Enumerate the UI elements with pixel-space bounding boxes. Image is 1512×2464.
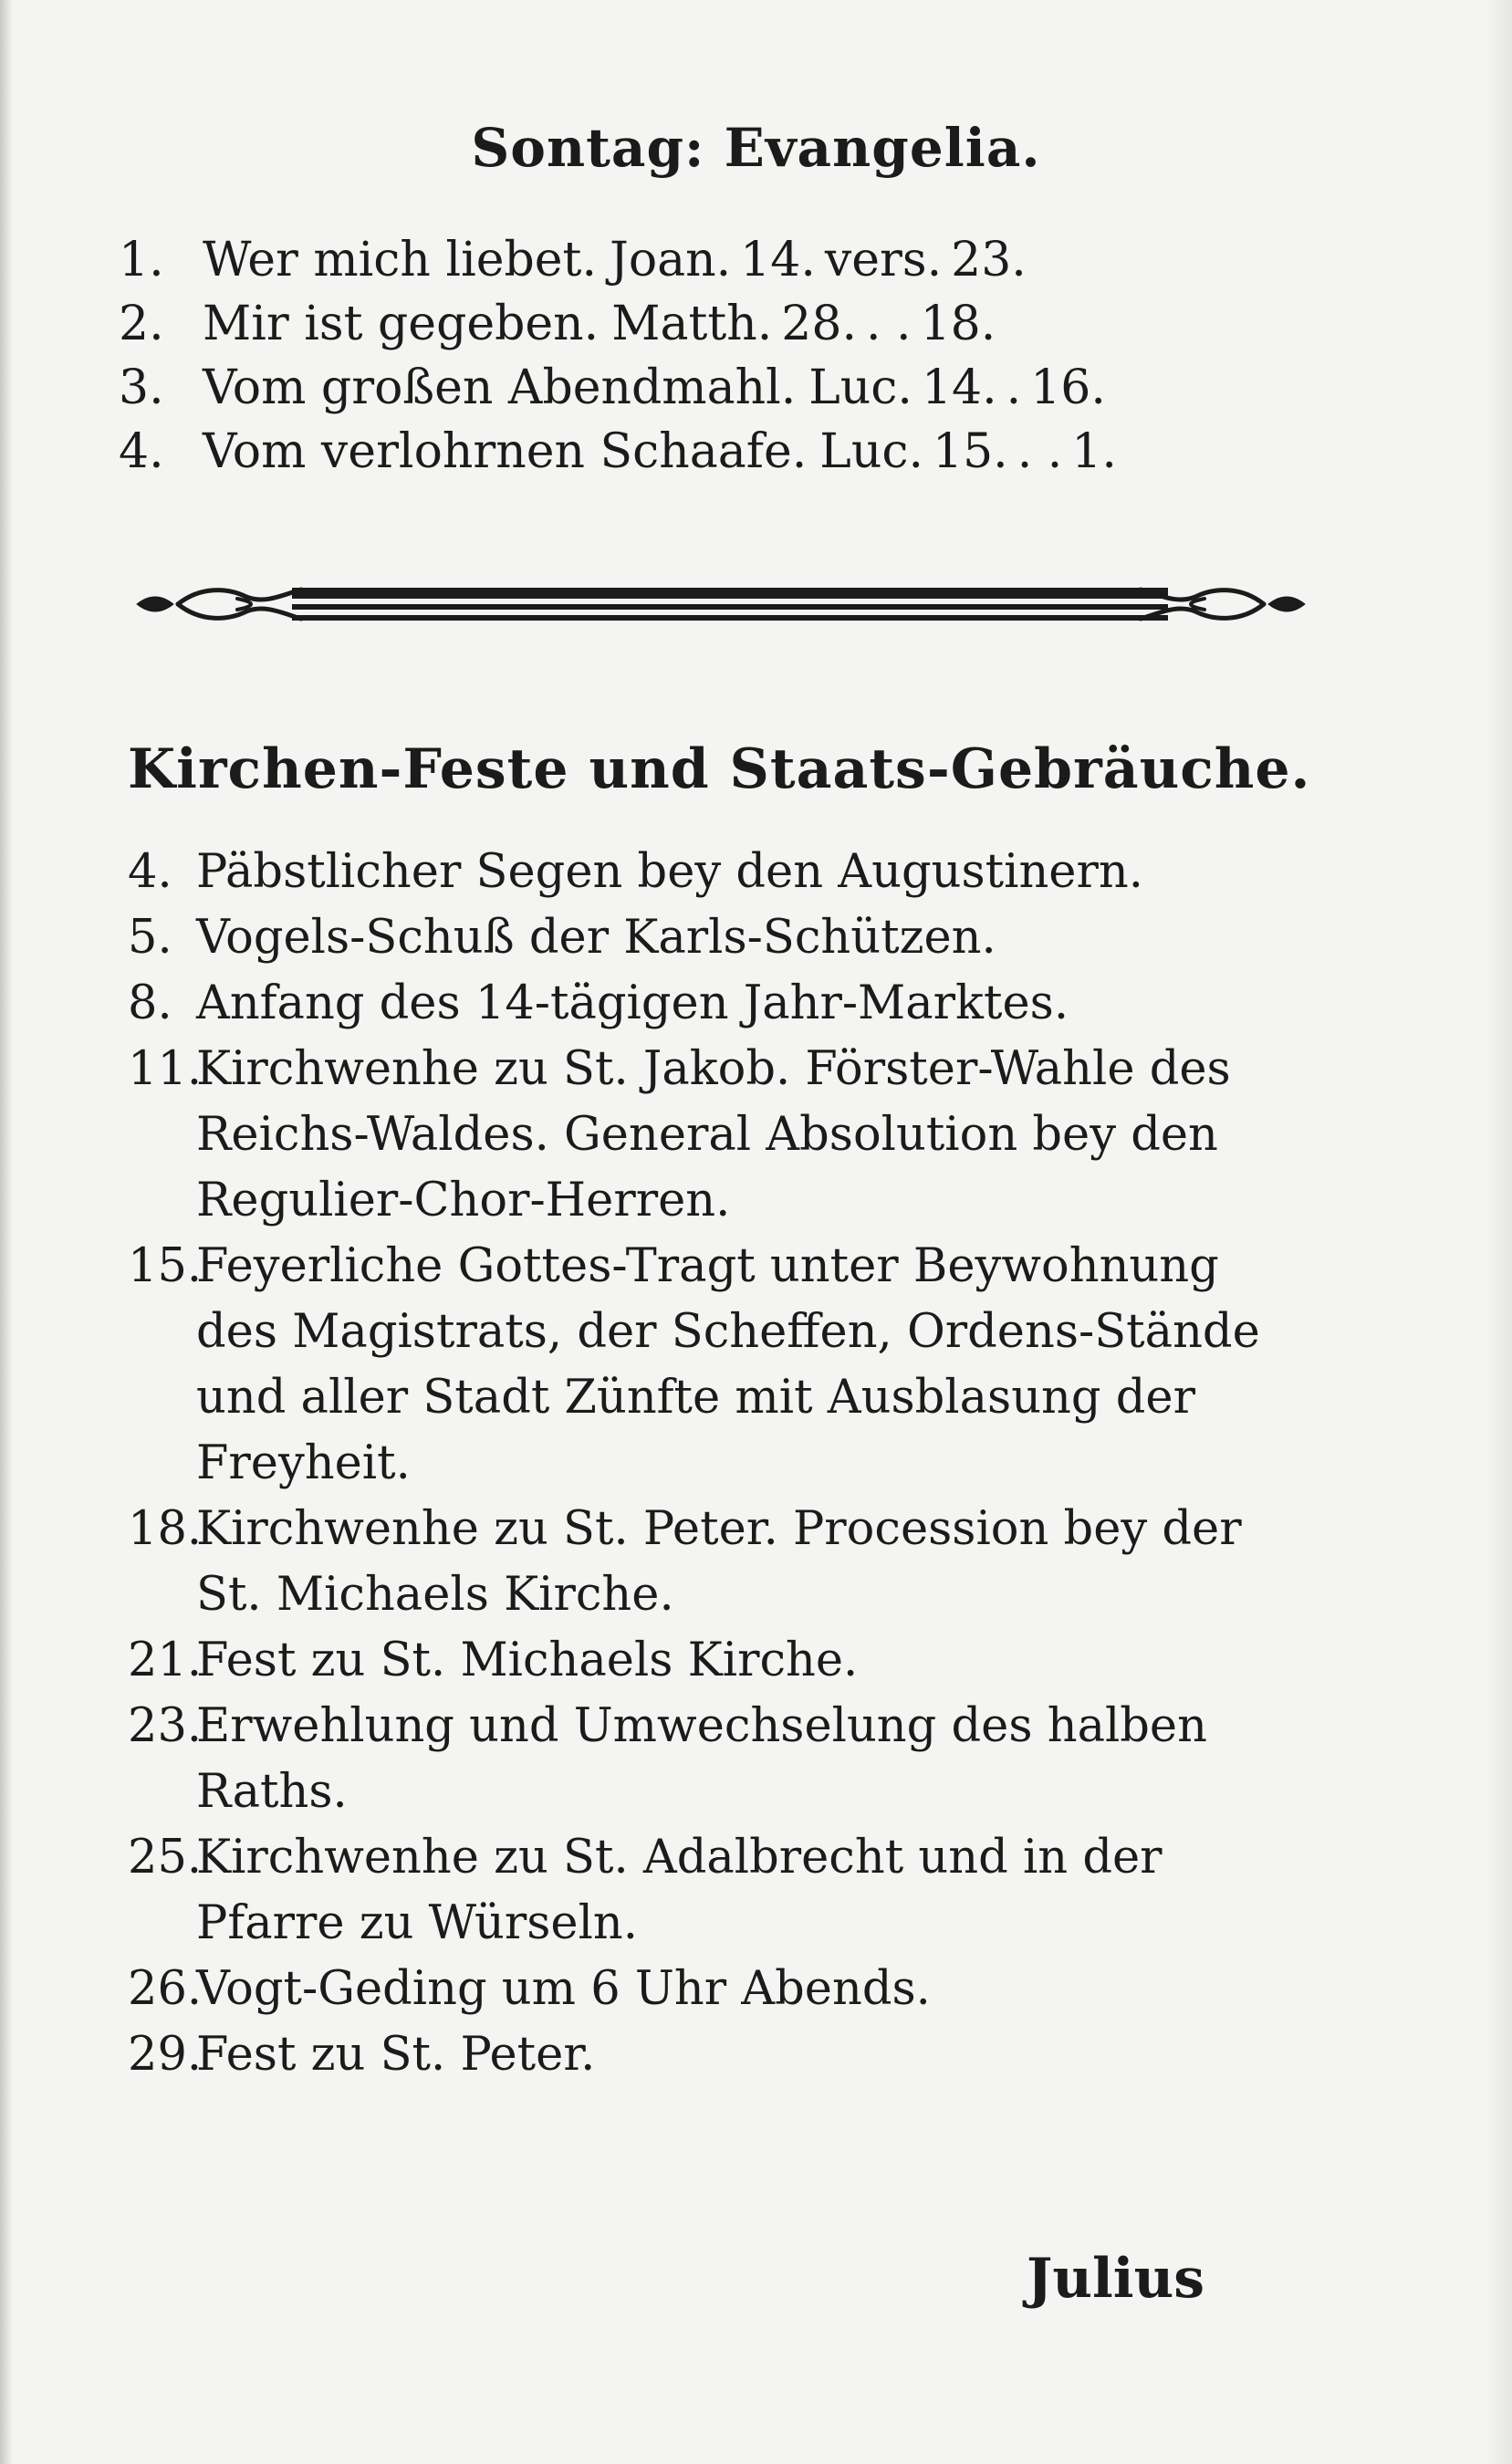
gospel-title: Mir ist gegeben. [203,297,600,351]
row-number: 4. [119,424,164,479]
list-item [128,905,1314,971]
gospel-chapter: 15. [932,424,1008,479]
entry-text: Fest zu St. Michaels Kirche. [196,1634,859,1687]
list-item [128,1694,1314,1825]
gospel-verse: 1. [1071,424,1117,479]
gospel-book: Luc. [808,360,912,415]
day-number: 25. [128,1831,203,1885]
day-number: 5. [128,911,172,965]
day-number: 4. [128,845,172,899]
gospel-row [119,420,1341,484]
day-number: 11. [128,1042,203,1096]
church-feasts-title: Kirchen-Feste und Staats-Gebräuche. [128,737,1311,801]
gospel-verse-label: . . [1017,424,1063,479]
day-number: 26. [128,1962,203,2016]
gospel-row [119,292,1341,356]
entry-text: Kirchwenhe zu St. Adalbrecht und in der Pfarre zu Würseln. [196,1831,1163,1950]
gospel-book: Joan. [609,233,732,287]
gospel-chapter: 14. [740,233,816,287]
entry-text: Anfang des 14-tägigen Jahr-Marktes. [196,976,1069,1030]
gospel-row [119,228,1341,292]
day-number: 23. [128,1699,203,1753]
list-item [128,840,1314,905]
ornamental-divider [128,577,1314,632]
list-item [128,1825,1314,1957]
gospel-chapter: 28. [781,297,857,351]
day-number: 21. [128,1634,203,1687]
day-number: 15. [128,1239,203,1293]
gospel-verse: 16. [1030,360,1106,415]
gospel-book: Matth. [611,297,773,351]
list-item [128,1497,1314,1628]
gospel-verse-label: . . [865,297,912,351]
entry-text: Vogels-Schuß der Karls-Schützen. [196,911,996,965]
entry-text: Erwehlung und Umwechselung des halben Raths. [196,1699,1207,1819]
sunday-gospels-title: Sontag: Evangelia. [471,117,1041,179]
entry-text: Päbstlicher Segen bey den Augustinern. [196,845,1143,899]
gospel-title: Wer mich liebet. [203,233,597,287]
row-number: 2. [119,297,164,351]
list-item [128,1628,1314,1694]
list-item [128,2022,1314,2088]
gospel-book: Luc. [819,424,923,479]
gospel-verse-label: . [1006,360,1022,415]
page-gutter-shadow [0,0,13,2464]
catchword: Julius [1027,2247,1204,2311]
list-item [128,1234,1314,1497]
gospel-verse: 18. [920,297,996,351]
page-edge [1486,0,1512,2464]
entry-text: Vogt-Geding um 6 Uhr Abends. [196,1962,931,2016]
gospel-chapter: 14. [921,360,997,415]
entry-text: Fest zu St. Peter. [196,2028,596,2082]
list-item [128,1957,1314,2022]
gospel-title: Vom großen Abendmahl. [203,360,797,415]
row-number: 3. [119,360,164,415]
day-number: 8. [128,976,172,1030]
list-item [128,1037,1314,1234]
entry-text: Feyerliche Gottes-Tragt unter Beywohnung des Magistrats, der Scheffen, Ordens-Stände und aller Stadt Zünfte mit Ausblasung der Freyheit. [196,1239,1260,1490]
sunday-gospels-list [119,228,1341,484]
list-item [128,971,1314,1037]
day-number: 29. [128,2028,203,2082]
gospel-row [119,356,1341,420]
gospel-title: Vom verlohrnen Schaafe. [203,424,808,479]
row-number: 1. [119,233,164,287]
gospel-verse: 23. [951,233,1027,287]
gospel-verse-label: vers. [824,233,943,287]
entry-text: Kirchwenhe zu St. Peter. Procession bey der St. Michaels Kirche. [196,1502,1242,1622]
entry-text: Kirchwenhe zu St. Jakob. Förster-Wahle des Reichs-Waldes. General Absolution bey den Regulier-Chor-Herren. [196,1042,1231,1227]
day-number: 18. [128,1502,203,1556]
church-feasts-list [128,840,1314,2088]
